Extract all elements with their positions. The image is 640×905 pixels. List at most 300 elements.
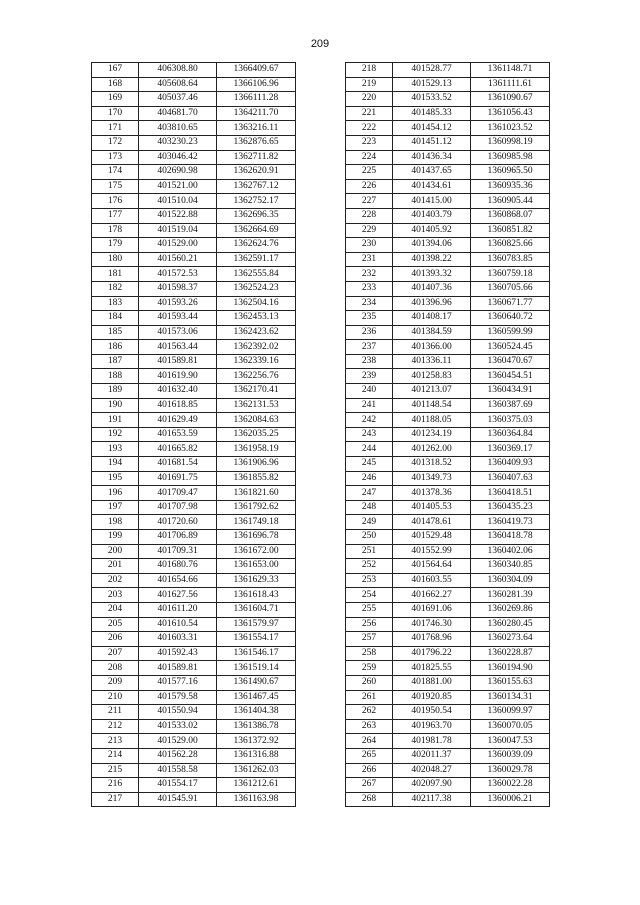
table-row <box>346 165 550 180</box>
table-row <box>92 238 296 253</box>
point-id-cell: 234 <box>346 296 393 311</box>
table-row <box>92 223 296 238</box>
y-coordinate-cell: 1360269.86 <box>471 602 550 617</box>
point-id-cell: 238 <box>346 354 393 369</box>
x-coordinate-cell: 401396.96 <box>393 296 471 311</box>
x-coordinate-cell: 401746.30 <box>393 617 471 632</box>
point-id-cell: 185 <box>92 325 139 340</box>
point-id-cell: 233 <box>346 281 393 296</box>
point-id-cell: 189 <box>92 384 139 399</box>
y-coordinate-cell: 1360418.78 <box>471 530 550 545</box>
x-coordinate-cell: 404681.70 <box>139 106 217 121</box>
y-coordinate-cell: 1361490.67 <box>217 675 296 690</box>
y-coordinate-cell: 1362339.16 <box>217 354 296 369</box>
x-coordinate-cell: 405037.46 <box>139 92 217 107</box>
point-id-cell: 254 <box>346 588 393 603</box>
table-row <box>346 457 550 472</box>
y-coordinate-cell: 1362555.84 <box>217 267 296 282</box>
table-row <box>346 559 550 574</box>
y-coordinate-cell: 1360369.17 <box>471 442 550 457</box>
y-coordinate-cell: 1361855.82 <box>217 471 296 486</box>
x-coordinate-cell: 402048.27 <box>393 763 471 778</box>
x-coordinate-cell: 401318.52 <box>393 457 471 472</box>
x-coordinate-cell: 401560.21 <box>139 252 217 267</box>
table-row <box>346 63 550 78</box>
y-coordinate-cell: 1361090.67 <box>471 92 550 107</box>
y-coordinate-cell: 1362876.65 <box>217 135 296 150</box>
x-coordinate-cell: 401720.60 <box>139 515 217 530</box>
table-row <box>346 194 550 209</box>
x-coordinate-cell: 401768.96 <box>393 632 471 647</box>
x-coordinate-cell: 401577.16 <box>139 675 217 690</box>
x-coordinate-cell: 401522.88 <box>139 208 217 223</box>
y-coordinate-cell: 1360825.66 <box>471 238 550 253</box>
table-row <box>346 281 550 296</box>
y-coordinate-cell: 1362591.17 <box>217 252 296 267</box>
x-coordinate-cell: 401451.12 <box>393 135 471 150</box>
point-id-cell: 168 <box>92 77 139 92</box>
x-coordinate-cell: 401573.06 <box>139 325 217 340</box>
x-coordinate-cell: 401562.28 <box>139 748 217 763</box>
x-coordinate-cell: 401554.17 <box>139 778 217 793</box>
x-coordinate-cell: 402690.98 <box>139 165 217 180</box>
point-id-cell: 235 <box>346 311 393 326</box>
table-row <box>92 296 296 311</box>
table-row <box>346 340 550 355</box>
point-id-cell: 260 <box>346 675 393 690</box>
y-coordinate-cell: 1360375.03 <box>471 413 550 428</box>
table-row <box>92 427 296 442</box>
table-row <box>346 544 550 559</box>
table-row <box>92 252 296 267</box>
y-coordinate-cell: 1361386.78 <box>217 719 296 734</box>
y-coordinate-cell: 1360905.44 <box>471 194 550 209</box>
y-coordinate-cell: 1360419.73 <box>471 515 550 530</box>
y-coordinate-cell: 1360029.78 <box>471 763 550 778</box>
y-coordinate-cell: 1361546.17 <box>217 646 296 661</box>
x-coordinate-cell: 401619.90 <box>139 369 217 384</box>
y-coordinate-cell: 1361672.00 <box>217 544 296 559</box>
table-row <box>346 675 550 690</box>
y-coordinate-cell: 1361372.92 <box>217 734 296 749</box>
point-id-cell: 197 <box>92 500 139 515</box>
point-id-cell: 191 <box>92 413 139 428</box>
point-id-cell: 176 <box>92 194 139 209</box>
y-coordinate-cell: 1360599.99 <box>471 325 550 340</box>
x-coordinate-cell: 401662.27 <box>393 588 471 603</box>
table-row <box>346 354 550 369</box>
x-coordinate-cell: 402011.37 <box>393 748 471 763</box>
point-id-cell: 202 <box>92 573 139 588</box>
y-coordinate-cell: 1360434.91 <box>471 384 550 399</box>
y-coordinate-cell: 1361604.71 <box>217 602 296 617</box>
x-coordinate-cell: 401654.66 <box>139 573 217 588</box>
point-id-cell: 193 <box>92 442 139 457</box>
x-coordinate-cell: 401681.54 <box>139 457 217 472</box>
table-row <box>346 121 550 136</box>
point-id-cell: 242 <box>346 413 393 428</box>
table-row <box>346 106 550 121</box>
y-coordinate-cell: 1360418.51 <box>471 486 550 501</box>
y-coordinate-cell: 1366409.67 <box>217 63 296 78</box>
table-row <box>92 413 296 428</box>
point-id-cell: 228 <box>346 208 393 223</box>
y-coordinate-cell: 1360134.31 <box>471 690 550 705</box>
y-coordinate-cell: 1361906.96 <box>217 457 296 472</box>
x-coordinate-cell: 403046.42 <box>139 150 217 165</box>
point-id-cell: 212 <box>92 719 139 734</box>
x-coordinate-cell: 401533.02 <box>139 719 217 734</box>
table-row <box>346 471 550 486</box>
x-coordinate-cell: 401611.20 <box>139 602 217 617</box>
point-id-cell: 256 <box>346 617 393 632</box>
point-id-cell: 210 <box>92 690 139 705</box>
y-coordinate-cell: 1360470.67 <box>471 354 550 369</box>
x-coordinate-cell: 401393.32 <box>393 267 471 282</box>
y-coordinate-cell: 1362256.76 <box>217 369 296 384</box>
y-coordinate-cell: 1360228.87 <box>471 646 550 661</box>
table-row <box>346 208 550 223</box>
y-coordinate-cell: 1360099.97 <box>471 705 550 720</box>
x-coordinate-cell: 401618.85 <box>139 398 217 413</box>
x-coordinate-cell: 401394.06 <box>393 238 471 253</box>
point-id-cell: 241 <box>346 398 393 413</box>
y-coordinate-cell: 1361579.97 <box>217 617 296 632</box>
table-row <box>92 77 296 92</box>
point-id-cell: 216 <box>92 778 139 793</box>
y-coordinate-cell: 1360985.98 <box>471 150 550 165</box>
y-coordinate-cell: 1361519.14 <box>217 661 296 676</box>
point-id-cell: 200 <box>92 544 139 559</box>
x-coordinate-cell: 401603.55 <box>393 573 471 588</box>
table-row <box>92 617 296 632</box>
x-coordinate-cell: 401528.77 <box>393 63 471 78</box>
coordinates-table-right <box>345 62 550 807</box>
x-coordinate-cell: 401680.76 <box>139 559 217 574</box>
x-coordinate-cell: 401572.53 <box>139 267 217 282</box>
y-coordinate-cell: 1361696.78 <box>217 530 296 545</box>
y-coordinate-cell: 1362696.35 <box>217 208 296 223</box>
y-coordinate-cell: 1362620.91 <box>217 165 296 180</box>
y-coordinate-cell: 1361023.52 <box>471 121 550 136</box>
x-coordinate-cell: 401529.00 <box>139 734 217 749</box>
x-coordinate-cell: 401529.48 <box>393 530 471 545</box>
y-coordinate-cell: 1360387.69 <box>471 398 550 413</box>
x-coordinate-cell: 401950.54 <box>393 705 471 720</box>
point-id-cell: 172 <box>92 135 139 150</box>
y-coordinate-cell: 1360435.23 <box>471 500 550 515</box>
x-coordinate-cell: 401796.22 <box>393 646 471 661</box>
x-coordinate-cell: 401378.36 <box>393 486 471 501</box>
point-id-cell: 259 <box>346 661 393 676</box>
x-coordinate-cell: 403810.65 <box>139 121 217 136</box>
x-coordinate-cell: 401709.31 <box>139 544 217 559</box>
y-coordinate-cell: 1360039.09 <box>471 748 550 763</box>
y-coordinate-cell: 1361111.61 <box>471 77 550 92</box>
point-id-cell: 264 <box>346 734 393 749</box>
table-row <box>92 719 296 734</box>
y-coordinate-cell: 1360851.82 <box>471 223 550 238</box>
point-id-cell: 257 <box>346 632 393 647</box>
point-id-cell: 224 <box>346 150 393 165</box>
table-row <box>92 398 296 413</box>
y-coordinate-cell: 1360280.45 <box>471 617 550 632</box>
y-coordinate-cell: 1361404.38 <box>217 705 296 720</box>
point-id-cell: 229 <box>346 223 393 238</box>
point-id-cell: 173 <box>92 150 139 165</box>
x-coordinate-cell: 401415.00 <box>393 194 471 209</box>
y-coordinate-cell: 1360155.63 <box>471 675 550 690</box>
table-row <box>92 661 296 676</box>
x-coordinate-cell: 401437.65 <box>393 165 471 180</box>
table-row <box>92 135 296 150</box>
x-coordinate-cell: 401349.73 <box>393 471 471 486</box>
point-id-cell: 204 <box>92 602 139 617</box>
x-coordinate-cell: 402117.38 <box>393 792 471 807</box>
table-row <box>346 748 550 763</box>
x-coordinate-cell: 401398.22 <box>393 252 471 267</box>
point-id-cell: 243 <box>346 427 393 442</box>
y-coordinate-cell: 1361316.88 <box>217 748 296 763</box>
table-row <box>92 340 296 355</box>
table-row <box>346 617 550 632</box>
page-number: 209 <box>310 38 330 50</box>
y-coordinate-cell: 1362131.53 <box>217 398 296 413</box>
x-coordinate-cell: 401485.33 <box>393 106 471 121</box>
y-coordinate-cell: 1360047.53 <box>471 734 550 749</box>
x-coordinate-cell: 401148.54 <box>393 398 471 413</box>
y-coordinate-cell: 1360006.21 <box>471 792 550 807</box>
point-id-cell: 220 <box>346 92 393 107</box>
table-row <box>92 311 296 326</box>
x-coordinate-cell: 401691.06 <box>393 602 471 617</box>
x-coordinate-cell: 401709.47 <box>139 486 217 501</box>
y-coordinate-cell: 1361749.18 <box>217 515 296 530</box>
x-coordinate-cell: 401405.92 <box>393 223 471 238</box>
x-coordinate-cell: 401579.58 <box>139 690 217 705</box>
x-coordinate-cell: 401407.36 <box>393 281 471 296</box>
point-id-cell: 179 <box>92 238 139 253</box>
y-coordinate-cell: 1360671.77 <box>471 296 550 311</box>
point-id-cell: 247 <box>346 486 393 501</box>
point-id-cell: 240 <box>346 384 393 399</box>
point-id-cell: 171 <box>92 121 139 136</box>
x-coordinate-cell: 401603.31 <box>139 632 217 647</box>
point-id-cell: 226 <box>346 179 393 194</box>
x-coordinate-cell: 401963.70 <box>393 719 471 734</box>
x-coordinate-cell: 401564.64 <box>393 559 471 574</box>
table-row <box>346 486 550 501</box>
y-coordinate-cell: 1360407.63 <box>471 471 550 486</box>
y-coordinate-cell: 1361629.33 <box>217 573 296 588</box>
point-id-cell: 213 <box>92 734 139 749</box>
table-row <box>92 354 296 369</box>
y-coordinate-cell: 1360998.19 <box>471 135 550 150</box>
x-coordinate-cell: 401366.00 <box>393 340 471 355</box>
point-id-cell: 217 <box>92 792 139 807</box>
y-coordinate-cell: 1360304.09 <box>471 573 550 588</box>
point-id-cell: 192 <box>92 427 139 442</box>
x-coordinate-cell: 401589.81 <box>139 354 217 369</box>
table-row <box>346 427 550 442</box>
table-row <box>346 734 550 749</box>
y-coordinate-cell: 1362035.25 <box>217 427 296 442</box>
point-id-cell: 248 <box>346 500 393 515</box>
y-coordinate-cell: 1366106.96 <box>217 77 296 92</box>
point-id-cell: 195 <box>92 471 139 486</box>
point-id-cell: 199 <box>92 530 139 545</box>
table-row <box>92 325 296 340</box>
y-coordinate-cell: 1362504.16 <box>217 296 296 311</box>
y-coordinate-cell: 1361163.98 <box>217 792 296 807</box>
x-coordinate-cell: 401550.94 <box>139 705 217 720</box>
y-coordinate-cell: 1360194.90 <box>471 661 550 676</box>
x-coordinate-cell: 401384.59 <box>393 325 471 340</box>
x-coordinate-cell: 401920.85 <box>393 690 471 705</box>
point-id-cell: 232 <box>346 267 393 282</box>
x-coordinate-cell: 401405.53 <box>393 500 471 515</box>
x-coordinate-cell: 401529.13 <box>393 77 471 92</box>
point-id-cell: 231 <box>346 252 393 267</box>
y-coordinate-cell: 1361467.45 <box>217 690 296 705</box>
y-coordinate-cell: 1360454.51 <box>471 369 550 384</box>
x-coordinate-cell: 401653.59 <box>139 427 217 442</box>
table-row <box>346 384 550 399</box>
point-id-cell: 230 <box>346 238 393 253</box>
table-row <box>92 165 296 180</box>
table-row <box>92 208 296 223</box>
x-coordinate-cell: 401563.44 <box>139 340 217 355</box>
table-row <box>92 106 296 121</box>
point-id-cell: 198 <box>92 515 139 530</box>
table-row <box>92 486 296 501</box>
x-coordinate-cell: 401981.78 <box>393 734 471 749</box>
y-coordinate-cell: 1360783.85 <box>471 252 550 267</box>
point-id-cell: 180 <box>92 252 139 267</box>
x-coordinate-cell: 401706.89 <box>139 530 217 545</box>
x-coordinate-cell: 401436.34 <box>393 150 471 165</box>
table-row <box>92 500 296 515</box>
x-coordinate-cell: 401408.17 <box>393 311 471 326</box>
table-row <box>346 413 550 428</box>
table-row <box>92 150 296 165</box>
x-coordinate-cell: 401589.81 <box>139 661 217 676</box>
point-id-cell: 174 <box>92 165 139 180</box>
y-coordinate-cell: 1360705.66 <box>471 281 550 296</box>
y-coordinate-cell: 1362084.63 <box>217 413 296 428</box>
point-id-cell: 250 <box>346 530 393 545</box>
table-row <box>92 442 296 457</box>
point-id-cell: 265 <box>346 748 393 763</box>
point-id-cell: 177 <box>92 208 139 223</box>
table-row <box>92 778 296 793</box>
table-row <box>92 763 296 778</box>
y-coordinate-cell: 1360965.50 <box>471 165 550 180</box>
point-id-cell: 218 <box>346 63 393 78</box>
table-row <box>346 135 550 150</box>
point-id-cell: 203 <box>92 588 139 603</box>
x-coordinate-cell: 401632.40 <box>139 384 217 399</box>
x-coordinate-cell: 401593.26 <box>139 296 217 311</box>
point-id-cell: 167 <box>92 63 139 78</box>
table-row <box>346 267 550 282</box>
table-row <box>92 632 296 647</box>
y-coordinate-cell: 1360524.45 <box>471 340 550 355</box>
y-coordinate-cell: 1362767.12 <box>217 179 296 194</box>
table-row <box>92 281 296 296</box>
point-id-cell: 252 <box>346 559 393 574</box>
x-coordinate-cell: 401403.79 <box>393 208 471 223</box>
table-row <box>92 63 296 78</box>
point-id-cell: 246 <box>346 471 393 486</box>
x-coordinate-cell: 401234.19 <box>393 427 471 442</box>
point-id-cell: 188 <box>92 369 139 384</box>
table-row <box>346 632 550 647</box>
point-id-cell: 245 <box>346 457 393 472</box>
y-coordinate-cell: 1362524.23 <box>217 281 296 296</box>
y-coordinate-cell: 1360340.85 <box>471 559 550 574</box>
y-coordinate-cell: 1361618.43 <box>217 588 296 603</box>
table-row <box>346 500 550 515</box>
point-id-cell: 261 <box>346 690 393 705</box>
x-coordinate-cell: 401533.52 <box>393 92 471 107</box>
x-coordinate-cell: 401593.44 <box>139 311 217 326</box>
y-coordinate-cell: 1360281.39 <box>471 588 550 603</box>
point-id-cell: 169 <box>92 92 139 107</box>
table-row <box>346 398 550 413</box>
point-id-cell: 211 <box>92 705 139 720</box>
table-row <box>346 573 550 588</box>
table-row <box>346 719 550 734</box>
point-id-cell: 251 <box>346 544 393 559</box>
point-id-cell: 184 <box>92 311 139 326</box>
table-row <box>346 646 550 661</box>
x-coordinate-cell: 401519.04 <box>139 223 217 238</box>
point-id-cell: 222 <box>346 121 393 136</box>
point-id-cell: 239 <box>346 369 393 384</box>
x-coordinate-cell: 401610.54 <box>139 617 217 632</box>
table-row <box>92 588 296 603</box>
y-coordinate-cell: 1362711.82 <box>217 150 296 165</box>
table-row <box>92 369 296 384</box>
point-id-cell: 209 <box>92 675 139 690</box>
y-coordinate-cell: 1362453.13 <box>217 311 296 326</box>
point-id-cell: 244 <box>346 442 393 457</box>
y-coordinate-cell: 1360868.07 <box>471 208 550 223</box>
point-id-cell: 262 <box>346 705 393 720</box>
x-coordinate-cell: 401691.75 <box>139 471 217 486</box>
point-id-cell: 170 <box>92 106 139 121</box>
x-coordinate-cell: 401188.05 <box>393 413 471 428</box>
table-row <box>346 442 550 457</box>
table-row <box>346 515 550 530</box>
x-coordinate-cell: 401552.99 <box>393 544 471 559</box>
y-coordinate-cell: 1361653.00 <box>217 559 296 574</box>
table-row <box>346 238 550 253</box>
point-id-cell: 183 <box>92 296 139 311</box>
y-coordinate-cell: 1360409.93 <box>471 457 550 472</box>
y-coordinate-cell: 1362170.41 <box>217 384 296 399</box>
y-coordinate-cell: 1361148.71 <box>471 63 550 78</box>
x-coordinate-cell: 402097.90 <box>393 778 471 793</box>
x-coordinate-cell: 401258.83 <box>393 369 471 384</box>
y-coordinate-cell: 1360935.36 <box>471 179 550 194</box>
table-row <box>92 792 296 807</box>
table-row <box>92 457 296 472</box>
x-coordinate-cell: 401545.91 <box>139 792 217 807</box>
point-id-cell: 255 <box>346 602 393 617</box>
x-coordinate-cell: 401665.82 <box>139 442 217 457</box>
